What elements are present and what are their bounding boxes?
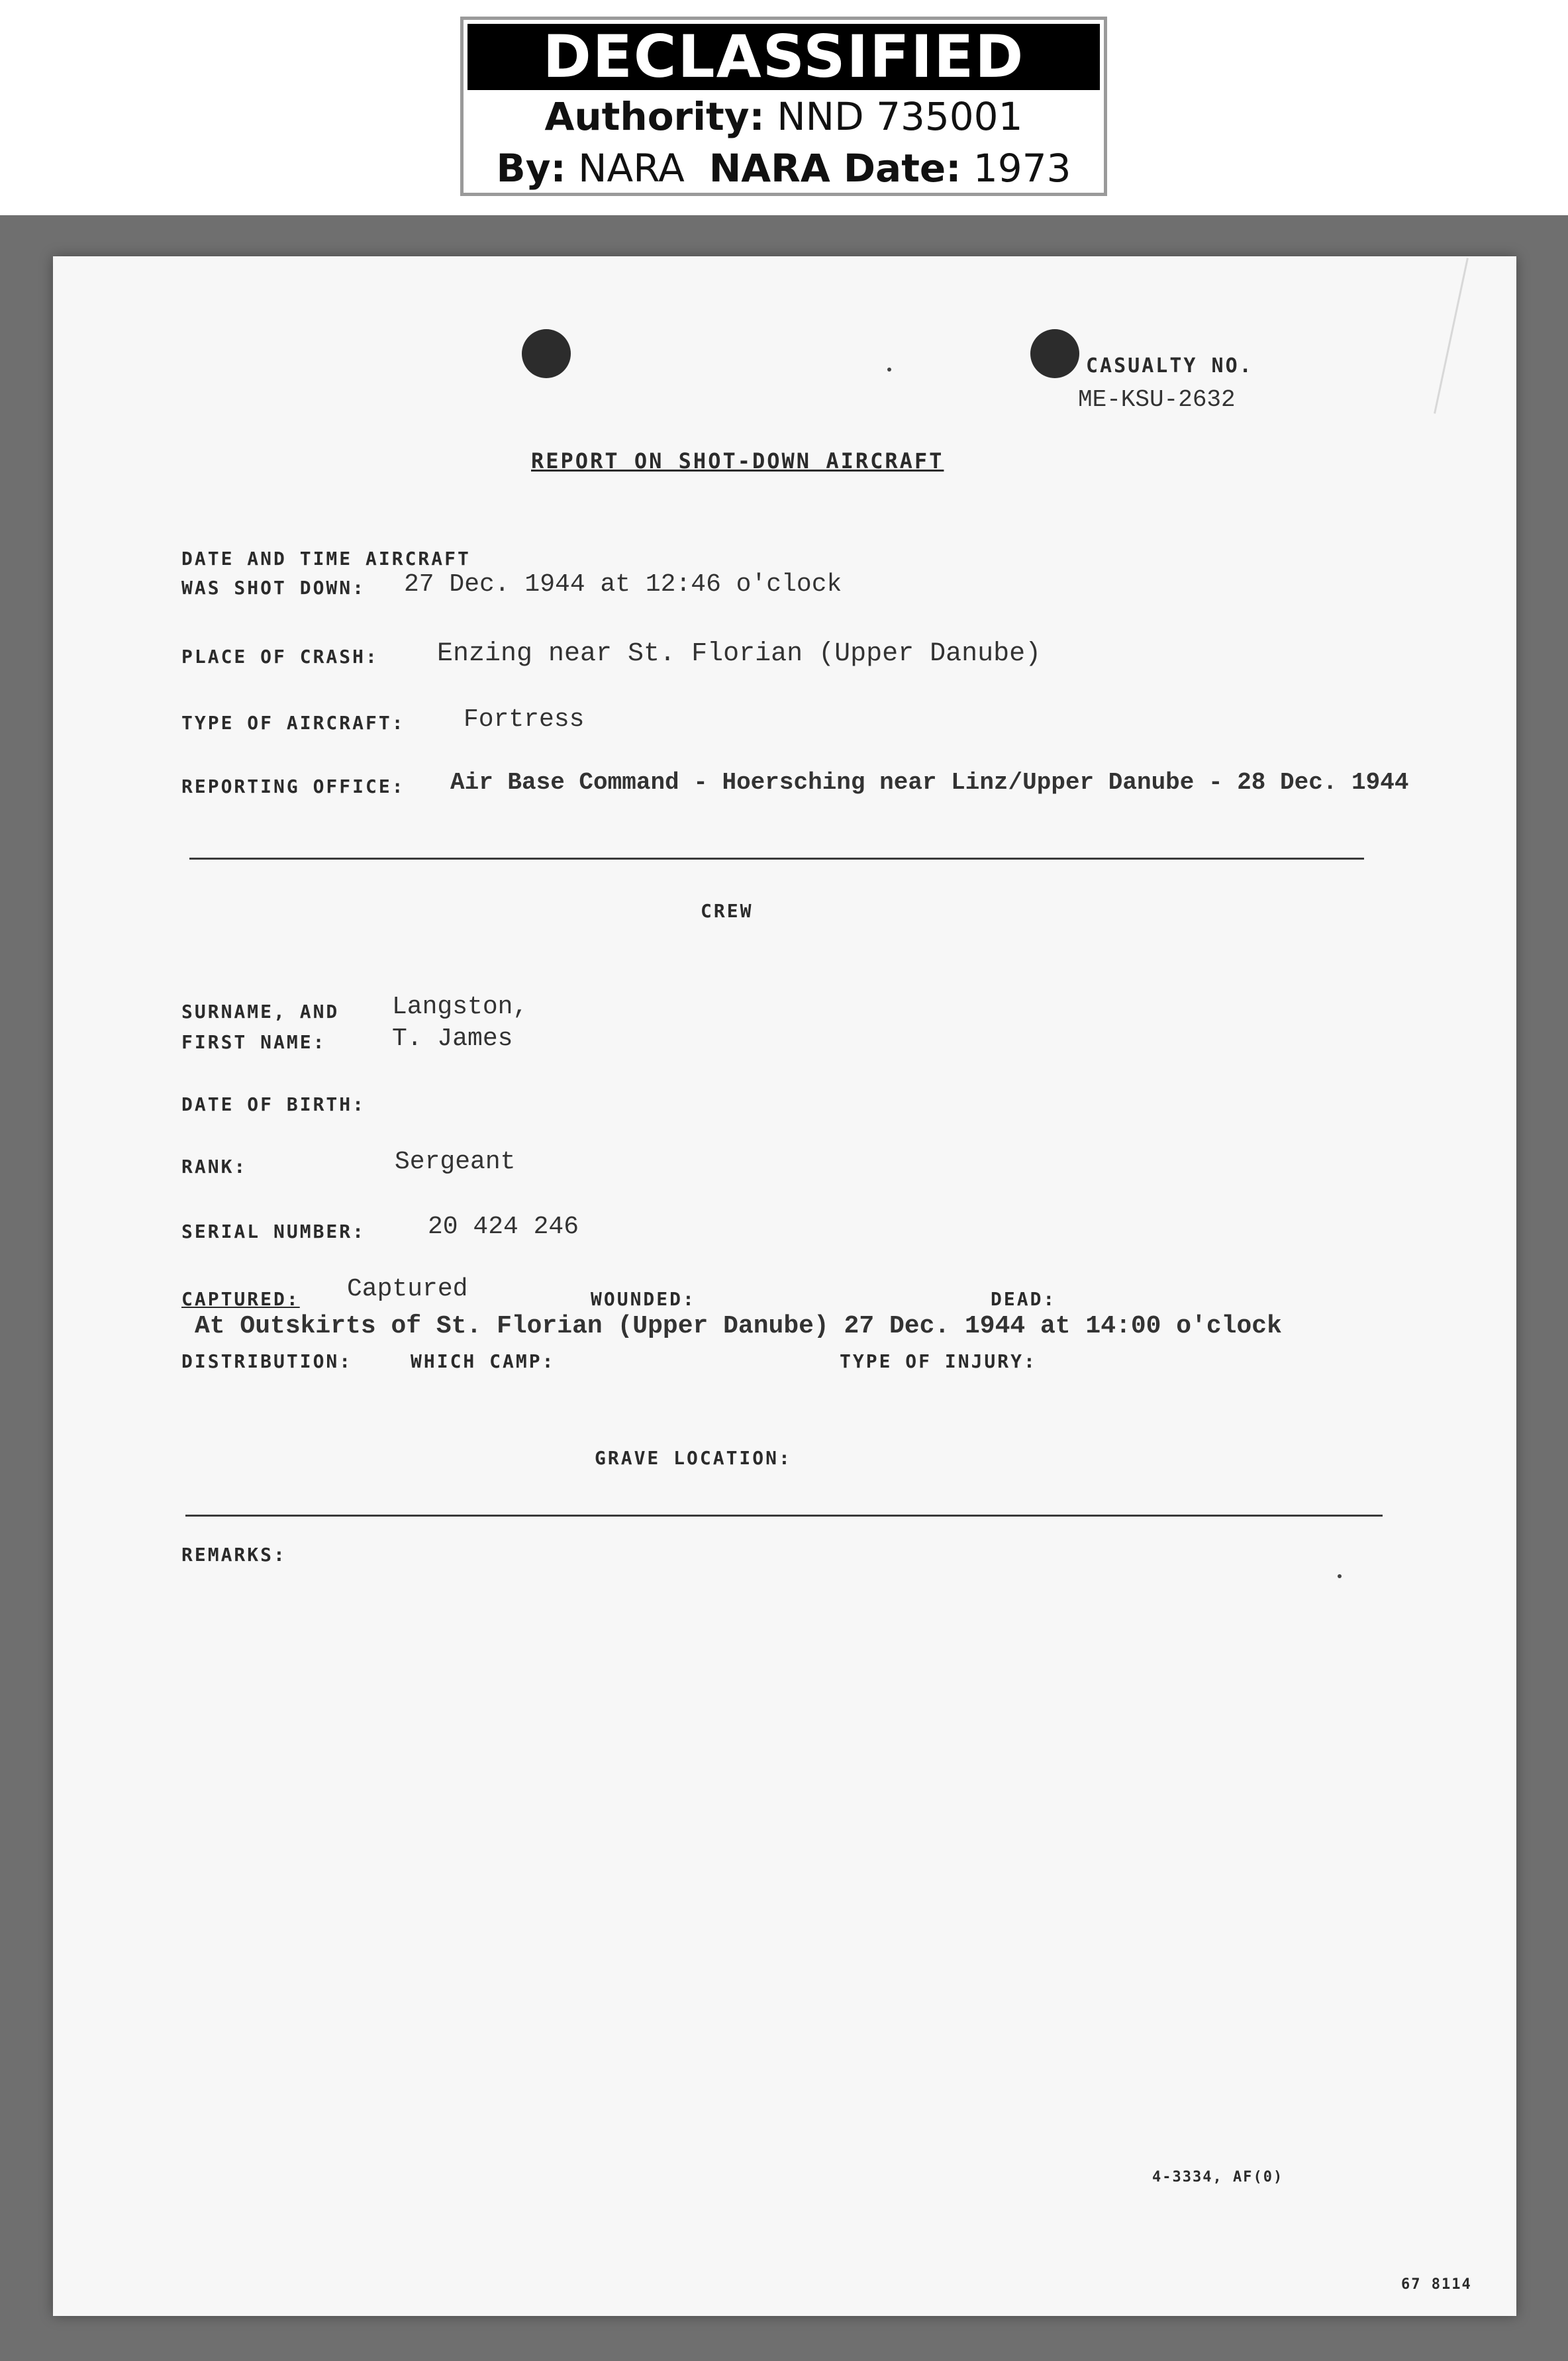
paper-crease xyxy=(1434,258,1469,413)
serial-label: SERIAL NUMBER: xyxy=(181,1221,366,1242)
captured-label: CAPTURED: xyxy=(181,1288,300,1310)
divider-line xyxy=(189,858,1364,860)
surname-value: Langston, xyxy=(392,993,528,1021)
scanned-page xyxy=(0,215,1568,2361)
stamp-by-line xyxy=(464,146,1104,191)
authority-label: Authority: xyxy=(544,94,765,139)
reporting-label: REPORTING OFFICE: xyxy=(181,776,405,797)
stamp-title: DECLASSIFIED xyxy=(467,24,1100,90)
dob-label: DATE OF BIRTH: xyxy=(181,1093,366,1115)
place-label: PLACE OF CRASH: xyxy=(181,646,379,668)
captured-value: Captured xyxy=(347,1275,468,1303)
injury-label: TYPE OF INJURY: xyxy=(840,1350,1037,1372)
paper-speck xyxy=(1338,1574,1342,1578)
grave-location-label: GRAVE LOCATION: xyxy=(595,1447,792,1469)
first-name-value: T. James xyxy=(392,1025,513,1053)
by-label: By: xyxy=(496,146,566,191)
first-name-label: FIRST NAME: xyxy=(181,1031,326,1053)
authority-value: NND 735001 xyxy=(777,94,1023,139)
stamp-authority-line xyxy=(464,94,1104,139)
serial-value: 20 424 246 xyxy=(428,1213,579,1241)
date-time-label-2: WAS SHOT DOWN: xyxy=(181,577,366,599)
date-time-label-1: DATE AND TIME AIRCRAFT xyxy=(181,548,471,570)
remarks-label: REMARKS: xyxy=(181,1544,287,1566)
type-label: TYPE OF AIRCRAFT: xyxy=(181,712,405,734)
nara-date-label: NARA Date: xyxy=(709,146,961,191)
date-time-value: 27 Dec. 1944 at 12:46 o'clock xyxy=(404,570,842,599)
divider-line xyxy=(185,1515,1383,1517)
dead-label: DEAD: xyxy=(991,1288,1057,1310)
by-value: NARA xyxy=(578,146,685,191)
nara-date-value: 1973 xyxy=(973,146,1071,191)
type-value: Fortress xyxy=(464,705,585,734)
wounded-label: WOUNDED: xyxy=(591,1288,696,1310)
report-title: REPORT ON SHOT-DOWN AIRCRAFT xyxy=(531,448,944,474)
distribution-label: DISTRIBUTION: xyxy=(181,1350,353,1372)
rank-label: RANK: xyxy=(181,1156,248,1178)
reporting-value: Air Base Command - Hoersching near Linz/Upper Danube - 28 Dec. 1944 xyxy=(450,769,1409,796)
casualty-label: CASUALTY NO. xyxy=(1086,354,1253,377)
paper-speck xyxy=(887,368,891,372)
footer-number: 67 8114 xyxy=(1401,2276,1472,2293)
punch-hole-left xyxy=(522,329,571,378)
crew-heading: CREW xyxy=(701,900,754,922)
place-value: Enzing near St. Florian (Upper Danube) xyxy=(437,639,1042,669)
declassified-stamp xyxy=(460,17,1107,196)
casualty-number: ME-KSU-2632 xyxy=(1078,386,1236,413)
document-paper xyxy=(53,256,1516,2316)
which-camp-label: WHICH CAMP: xyxy=(411,1350,556,1372)
surname-label: SURNAME, AND xyxy=(181,1001,340,1023)
form-number: 4-3334, AF(0) xyxy=(1152,2169,1284,2185)
punch-hole-right xyxy=(1030,329,1079,378)
rank-value: Sergeant xyxy=(395,1148,516,1176)
capture-detail: At Outskirts of St. Florian (Upper Danube) 27 Dec. 1944 at 14:00 o'clock xyxy=(195,1312,1282,1340)
